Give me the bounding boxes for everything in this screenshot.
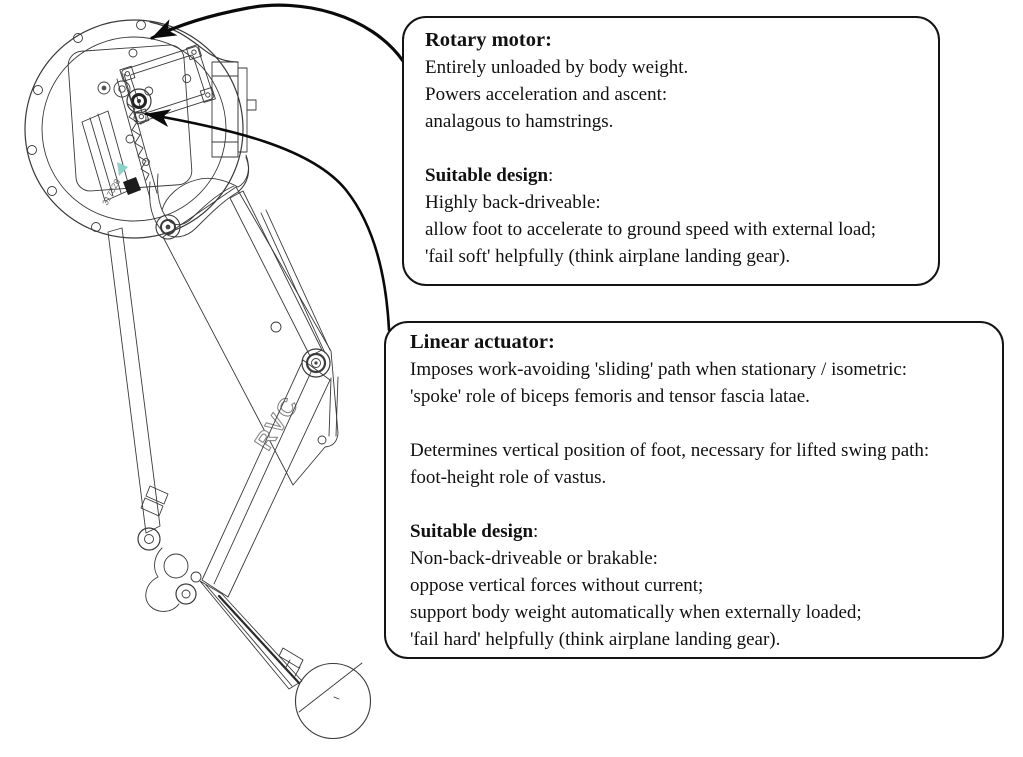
callout-blank-line — [425, 135, 928, 162]
hip-linkage — [150, 155, 249, 239]
rotary-motor-callout — [402, 16, 940, 286]
callout-blank-line — [410, 491, 992, 518]
linear-actuator-housing — [82, 111, 141, 207]
callout-text-line: Powers acceleration and ascent: — [425, 84, 668, 105]
callout-text-line: Non-back-driveable or brakable: — [410, 548, 658, 569]
arrow-to-rotary-motor — [152, 5, 403, 61]
callout-text-line: foot-height role of vastus. — [410, 467, 607, 488]
callout-text-line: Suitable design: — [410, 521, 539, 542]
foot-shaft — [200, 581, 303, 689]
flange-bolt-holes — [28, 21, 146, 232]
callout-text-line: Imposes work-avoiding 'sliding' path when stationary / isometric: — [410, 359, 908, 380]
part-number-label: 317328 — [99, 177, 123, 207]
callout-text-line: Highly back-driveable: — [425, 192, 601, 213]
hip-housing — [25, 20, 243, 238]
callout-text-line: 'fail soft' helpfully (think airplane landing gear). — [425, 246, 791, 267]
callout-text-line: Determines vertical position of foot, necessary for lifted swing path: — [410, 440, 930, 461]
rvc-engraving: RVC — [249, 391, 305, 456]
linear-actuator-callout — [384, 321, 1004, 659]
callout-text-line: 'spoke' role of biceps femoris and tensor fascia latae. — [410, 386, 810, 407]
ankle-joint — [146, 548, 201, 611]
shin-plate — [202, 360, 330, 597]
arrow-to-linear-actuator — [146, 114, 389, 330]
callout-text-line: Suitable design: — [425, 165, 554, 186]
drive-gear — [127, 89, 151, 124]
callout-text-line: Entirely unloaded by body weight. — [425, 57, 689, 78]
lead-screw — [117, 74, 157, 198]
knee-joint — [302, 349, 338, 436]
motor-mount-block — [212, 62, 256, 157]
ball-foot — [296, 663, 371, 739]
thigh-assembly — [163, 187, 338, 485]
callout-text-line: support body weight automatically when externally loaded; — [410, 602, 862, 623]
callout-blank-line — [410, 410, 992, 437]
callout-text-line: 'fail hard' helpfully (think airplane landing gear). — [410, 629, 781, 650]
callout-title: Rotary motor: — [425, 29, 552, 51]
callout-text-line: oppose vertical forces without current; — [410, 575, 704, 596]
upper-thigh-beam — [230, 191, 322, 356]
callout-text-line: analagous to hamstrings. — [425, 111, 614, 132]
callout-title: Linear actuator: — [410, 331, 555, 353]
shaft-pin — [247, 100, 256, 110]
callout-text-line: allow foot to accelerate to ground speed with external load; — [425, 219, 877, 240]
